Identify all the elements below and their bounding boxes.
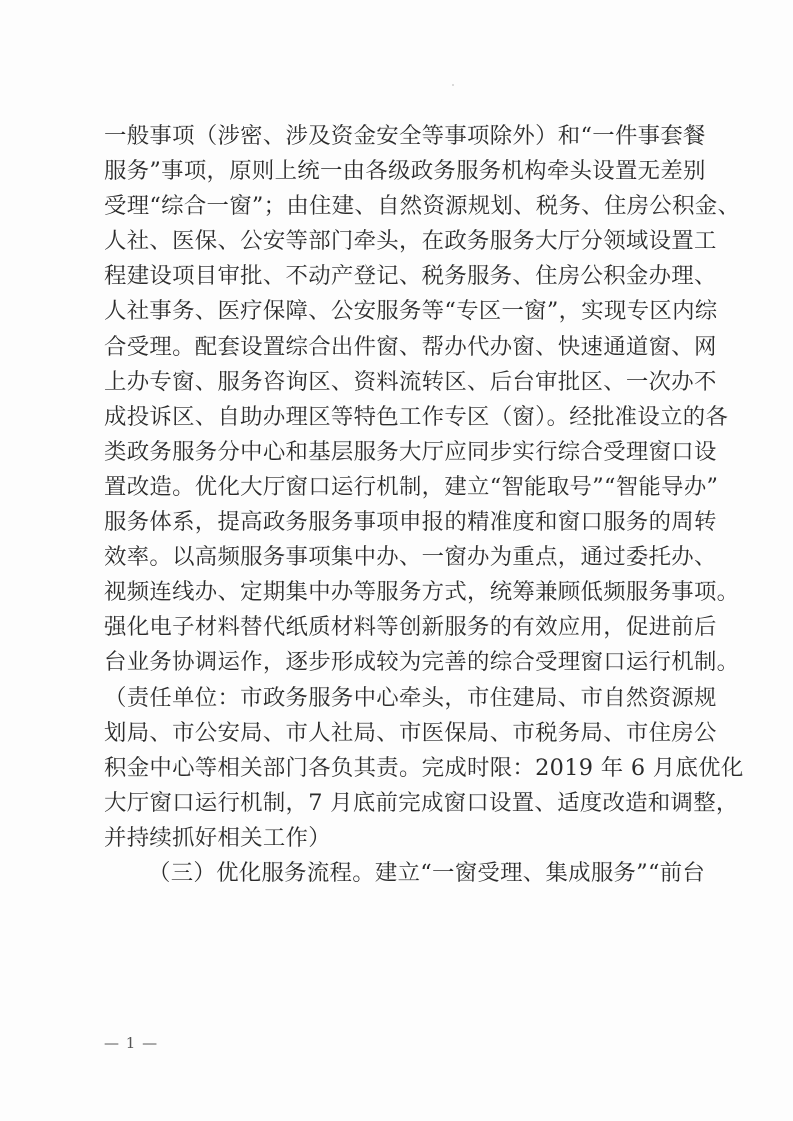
text-line: 服务体系，提高政务服务事项申报的精准度和窗口服务的周转 — [104, 509, 717, 536]
responsibility-line: 积金中心等相关部门各负其责。完成时限：2019 年 6 月底优化 — [104, 754, 744, 781]
text-line: 人社、医保、公安等部门牵头，在政务服务大厅分领域设置工 — [104, 228, 717, 255]
responsibility-line: 并持续抓好相关工作） — [104, 824, 331, 851]
section-heading-line: （三）优化服务流程。建立“一窗受理、集成服务”“前台 — [148, 859, 706, 886]
responsibility-line: （责任单位：市政务服务中心牵头，市住建局、市自然资源规 — [104, 684, 717, 711]
text-line: 服务”事项，原则上统一由各级政务服务机构牵头设置无差别 — [104, 158, 706, 185]
text-line: 强化电子材料替代纸质材料等创新服务的有效应用，促进前后 — [104, 614, 717, 641]
text-line: 置改造。优化大厅窗口运行机制，建立“智能取号”“智能导办” — [104, 473, 719, 500]
responsibility-line: 划局、市公安局、市人社局、市医保局、市税务局、市住房公 — [104, 719, 717, 746]
page-number: — 1 — — [104, 1034, 159, 1052]
text-line: 类政务服务分中心和基层服务大厅应同步实行综合受理窗口设 — [104, 438, 717, 465]
responsibility-line: 大厅窗口运行机制，7 月底前完成窗口设置、适度改造和调整， — [104, 789, 739, 816]
scan-speck — [452, 84, 454, 86]
text-line: 效率。以高频服务事项集中办、一窗办为重点，通过委托办、 — [104, 544, 717, 571]
body-text — [104, 119, 744, 891]
text-line: 人社事务、医疗保障、公安服务等“专区一窗”，实现专区内综 — [104, 298, 718, 325]
text-line: 上办专窗、服务咨询区、资料流转区、后台审批区、一次办不 — [104, 368, 717, 395]
text-line: 受理“综合一窗”；由住建、自然资源规划、税务、住房公积金、 — [104, 193, 741, 220]
text-line: 成投诉区、自助办理区等特色工作专区（窗）。经批准设立的各 — [104, 403, 729, 430]
text-line: 台业务协调运作，逐步形成较为完善的综合受理窗口运行机制。 — [104, 649, 740, 676]
text-line: 程建设项目审批、不动产登记、税务服务、住房公积金办理、 — [104, 263, 717, 290]
text-line: 视频连线办、定期集中办等服务方式，统筹兼顾低频服务事项。 — [104, 579, 740, 606]
text-line: 一般事项（涉密、涉及资金安全等事项除外）和“一件事套餐 — [104, 123, 706, 149]
text-line: 合受理。配套设置综合出件窗、帮办代办窗、快速通道窗、网 — [104, 333, 717, 360]
